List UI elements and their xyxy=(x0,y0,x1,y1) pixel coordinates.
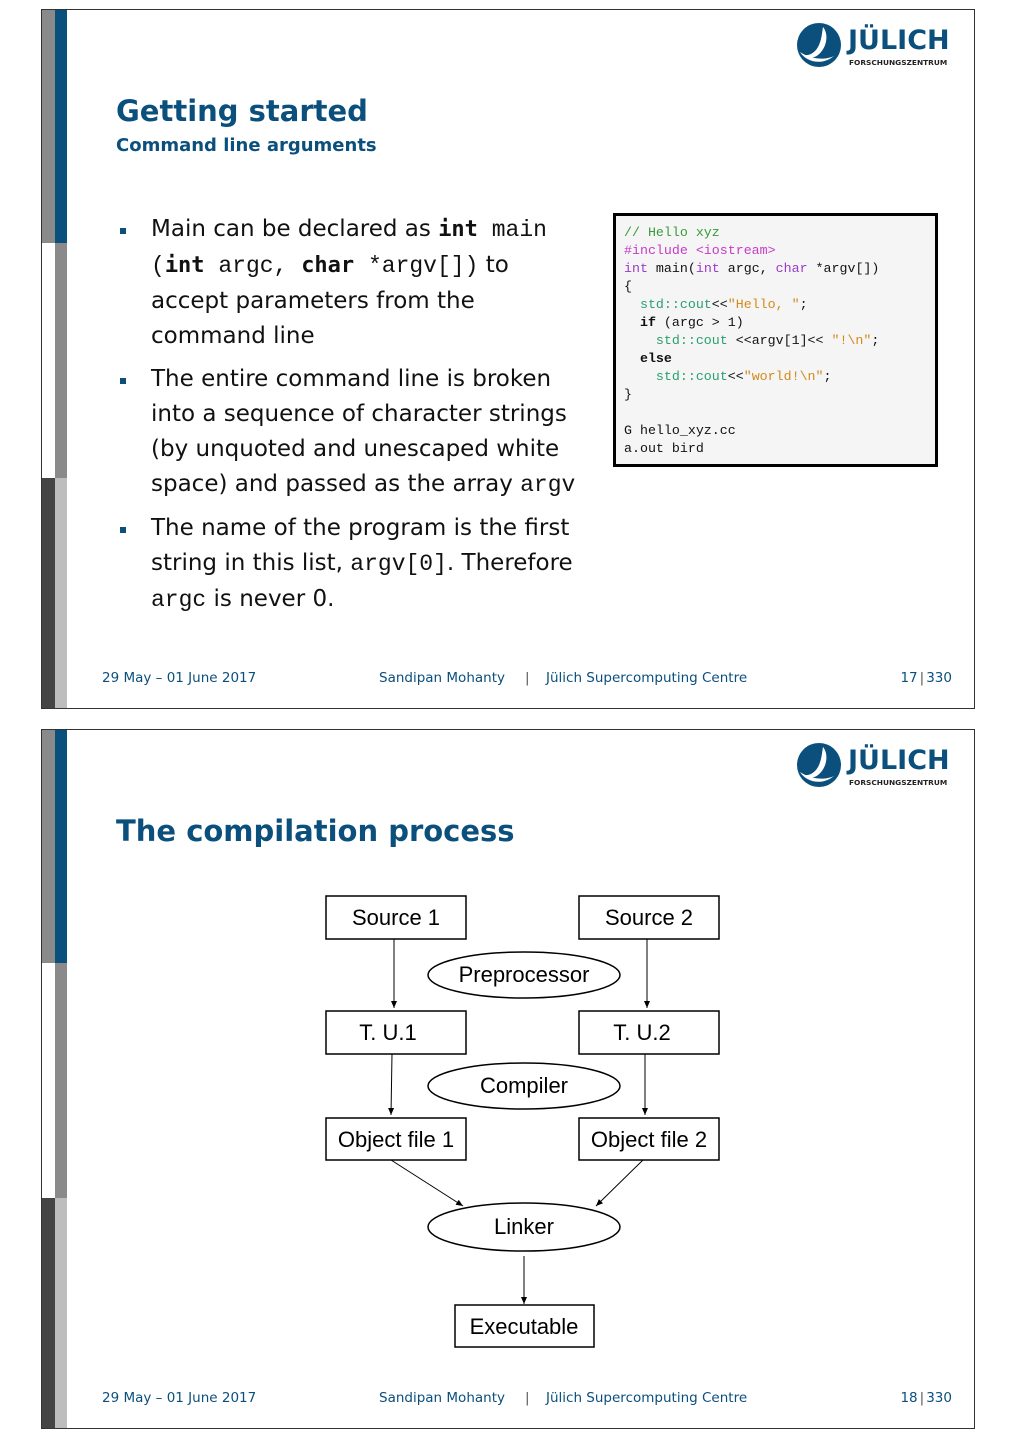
code-keyword: else xyxy=(639,351,672,366)
logo-wordmark: JÜLICH xyxy=(848,25,950,56)
bullet-item xyxy=(116,212,586,354)
code-text: a.out bird xyxy=(624,441,704,456)
node-label: T. U.1 xyxy=(359,1020,417,1045)
compilation-diagram xyxy=(42,730,975,1429)
code-block xyxy=(624,224,927,458)
slide-subtitle: Command line arguments xyxy=(116,135,377,156)
footer-date: 29 May – 01 June 2017 xyxy=(102,1390,257,1406)
bullet-marker xyxy=(120,527,126,533)
code-preprocessor: #include <iostream> xyxy=(624,243,776,258)
code-comment: // Hello xyz xyxy=(624,225,720,240)
code-text: main xyxy=(477,217,547,243)
edge-obj1-linker xyxy=(391,1160,463,1206)
logo-subtitle: FORSCHUNGSZENTRUM xyxy=(849,778,948,787)
slide-17 xyxy=(41,9,975,709)
page-separator: | xyxy=(919,670,925,686)
bullet-item xyxy=(116,511,586,618)
node-tu2 xyxy=(579,1011,719,1054)
code-text: << xyxy=(727,369,744,384)
side-bar-segment xyxy=(42,10,55,243)
code-text: } xyxy=(624,387,632,402)
page-total: 330 xyxy=(926,1390,952,1406)
slide-footer xyxy=(42,1390,975,1410)
bullet-item xyxy=(116,362,586,503)
code-text: argc xyxy=(151,587,207,613)
side-bar-segment xyxy=(42,243,55,478)
code-text: { xyxy=(624,279,632,294)
slide-title: The compilation process xyxy=(116,814,515,848)
node-source1 xyxy=(326,896,466,939)
code-namespace: std::cout xyxy=(655,369,728,384)
code-text: argc, xyxy=(204,253,302,279)
bullet-list xyxy=(116,212,586,626)
code-namespace: std::cout xyxy=(639,297,712,312)
node-label: Preprocessor xyxy=(458,962,590,987)
code-keyword: char xyxy=(775,261,808,276)
code-string: "!\n" xyxy=(831,333,872,348)
bullet-text: The name of the program is the first string in this list, xyxy=(151,515,570,576)
footer-centre: Jülich Supercomputing Centre xyxy=(546,1390,748,1406)
node-label: Source 2 xyxy=(604,905,694,930)
node-label: Object file 2 xyxy=(590,1127,708,1152)
code-text: ; xyxy=(871,333,880,348)
code-text: *argv[]) xyxy=(354,253,479,279)
node-tu1 xyxy=(326,1011,466,1054)
code-text: argv[0] xyxy=(350,551,447,577)
footer-separator: | xyxy=(525,1390,530,1406)
code-keyword: int xyxy=(164,253,205,278)
footer-centre: Jülich Supercomputing Centre xyxy=(546,670,748,686)
code-text: ; xyxy=(823,369,832,384)
bullet-text: . Therefore xyxy=(446,550,573,576)
bullet-marker xyxy=(120,228,126,234)
code-keyword: int xyxy=(438,217,478,242)
footer-page-number xyxy=(900,670,952,686)
node-linker xyxy=(428,1203,620,1251)
node-label: Compiler xyxy=(479,1073,569,1098)
code-text: ( xyxy=(151,253,165,279)
bullet-text: is never 0. xyxy=(206,586,335,612)
footer-author: Sandipan Mohanty xyxy=(379,1390,505,1406)
bullet-text: The entire command line is broken into a sequence of character strings (by unquoted and unescaped white space) and passed as the array xyxy=(151,366,567,497)
side-bar-segment xyxy=(55,243,67,478)
page-current: 18 xyxy=(900,1390,918,1406)
code-keyword: int xyxy=(624,261,648,276)
side-bar-segment xyxy=(55,10,67,243)
code-text: argv xyxy=(520,472,576,498)
node-label: Linker xyxy=(494,1214,554,1239)
slide-title: Getting started xyxy=(116,94,368,128)
code-keyword: char xyxy=(301,253,355,278)
page-current: 17 xyxy=(900,670,918,686)
node-preprocessor xyxy=(428,952,620,998)
node-compiler xyxy=(428,1063,620,1109)
code-keyword: if xyxy=(639,315,656,330)
edge-obj2-linker xyxy=(596,1160,643,1206)
code-string: "world!\n" xyxy=(743,369,824,384)
code-string: "Hello, " xyxy=(727,297,800,312)
node-executable xyxy=(455,1305,594,1347)
logo-subtitle: FORSCHUNGSZENTRUM xyxy=(849,58,948,67)
footer-page-number xyxy=(900,1390,952,1406)
code-text: main( xyxy=(647,261,696,276)
node-label: T. U.2 xyxy=(613,1020,671,1045)
bullet-text: to accept parameters from the command line xyxy=(151,252,509,349)
slide-18 xyxy=(41,729,975,1429)
code-namespace: std::cout xyxy=(655,333,728,348)
node-label: Object file 1 xyxy=(337,1127,455,1152)
bullet-marker xyxy=(120,378,126,384)
node-source2 xyxy=(579,896,719,939)
logo-wordmark: JÜLICH xyxy=(848,745,950,776)
code-text: *argv[]) xyxy=(807,261,880,276)
code-text: (argc > 1) xyxy=(655,315,744,330)
node-object-file-1 xyxy=(326,1118,466,1160)
footer-author: Sandipan Mohanty xyxy=(379,670,505,686)
page-separator: | xyxy=(919,1390,925,1406)
page-total: 330 xyxy=(926,670,952,686)
julich-logo-icon xyxy=(796,22,842,68)
julich-logo xyxy=(796,22,956,74)
node-label: Executable xyxy=(469,1314,579,1339)
code-text: G hello_xyz.cc xyxy=(624,423,736,438)
node-object-file-2 xyxy=(579,1118,719,1160)
slide-footer xyxy=(42,670,975,690)
code-listing xyxy=(613,213,938,467)
code-text: <<argv[1]<< xyxy=(727,333,832,348)
footer-separator: | xyxy=(525,670,530,686)
code-keyword: int xyxy=(695,261,720,276)
node-label: Source 1 xyxy=(351,905,441,930)
code-text: << xyxy=(711,297,728,312)
code-text: argc, xyxy=(719,261,776,276)
footer-date: 29 May – 01 June 2017 xyxy=(102,670,257,686)
bullet-text: Main can be declared as xyxy=(151,216,439,242)
code-text: ; xyxy=(799,297,808,312)
edge-tu1-obj1 xyxy=(391,1054,392,1115)
